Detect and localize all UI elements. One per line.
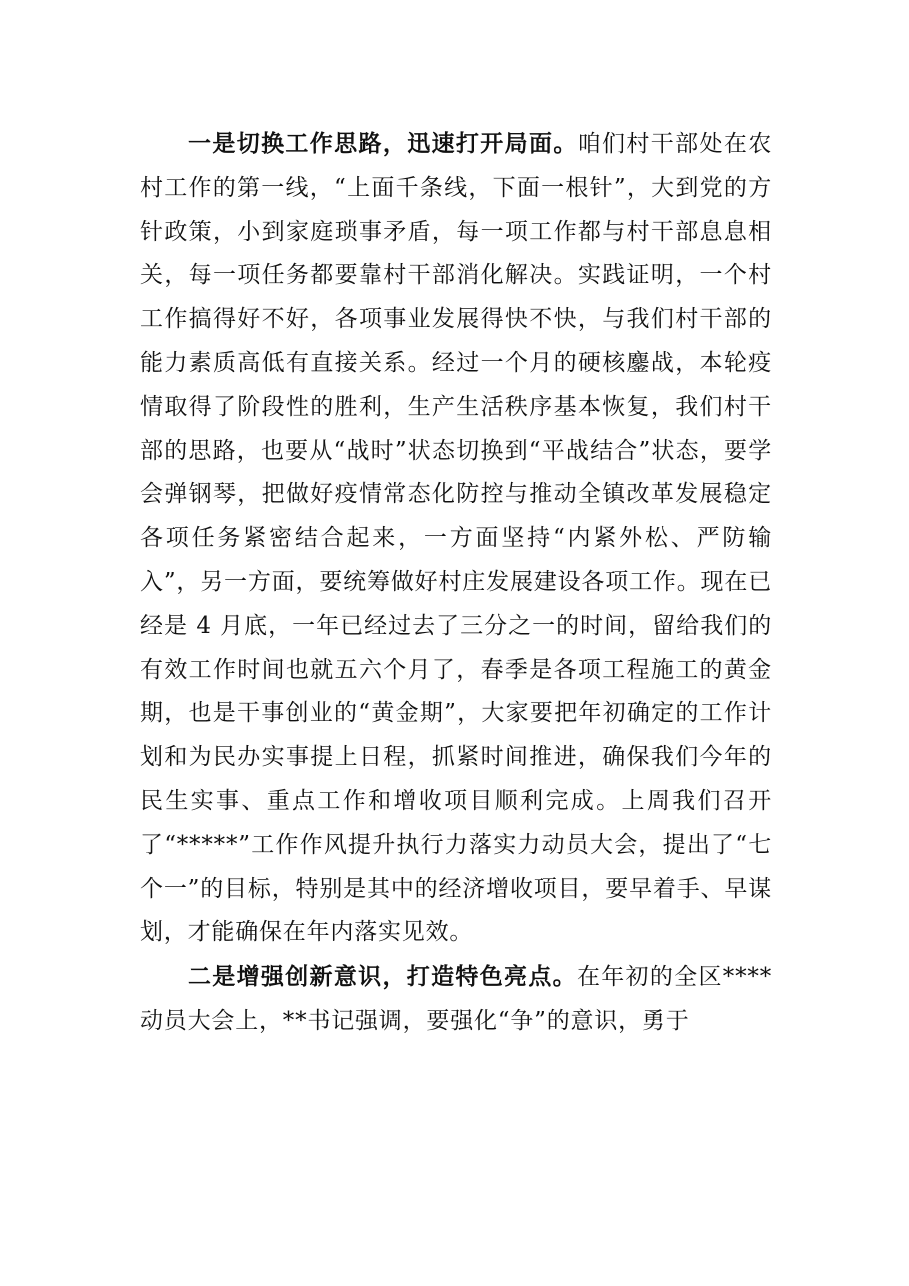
- paragraph-1-text: 咱们村干部处在农村工作的第一线，“上面千条线，下面一根针”，大到党的方针政策，小到家庭琐事矛盾，每一项工作都与村干部息息相关，每一项任务都要靠村干部消化解决。实践证明，一个村工作搞得好不好，各项事业发展得快不快，与我们村干部的能力素质高低有直接关系。经过一个月的硬核鏖战，本轮疫情取得了阶段性的胜利，生产生活秩序基本恢复，我们村干部的思路，也要从“战时”状态切换到“平战结合”状态，要学会弹钢琴，把做好疫情常态化防控与推动全镇改革发展稳定各项任务紧密结合起来，一方面坚持“内紧外松、严防输入”，另一方面，要统筹做好村庄发展建设各项工作。现在已经是 4 月底，一年已经过去了三分之一的时间，留给我们的有效工作时间也就五六个月了，春季是各项工程施工的黄金期，也是干事创业的“黄金期”，大家要把年初确定的工作计划和为民办实事提上日程，抓紧时间推进，确保我们今年的民生实事、重点工作和增收项目顺利完成。上周我们召开了“*****”工作作风提升执行力落实力动员大会，提出了“七个一”的目标，特别是其中的经济增收项目，要早着手、早谋划，才能确保在年内落实见效。: [140, 131, 772, 946]
- document-body: [140, 122, 772, 1044]
- paragraph-2-heading: 二是增强创新意识，打造特色亮点。: [188, 963, 577, 991]
- paragraph-2-text: 在年初的全区****动员大会上，**书记强调，要强化“争”的意识，勇于: [140, 964, 772, 1034]
- paragraph-1-heading: 一是切换工作思路，迅速打开局面。: [188, 130, 578, 157]
- paragraph-2: [140, 955, 772, 1044]
- paragraph-1: [140, 122, 772, 955]
